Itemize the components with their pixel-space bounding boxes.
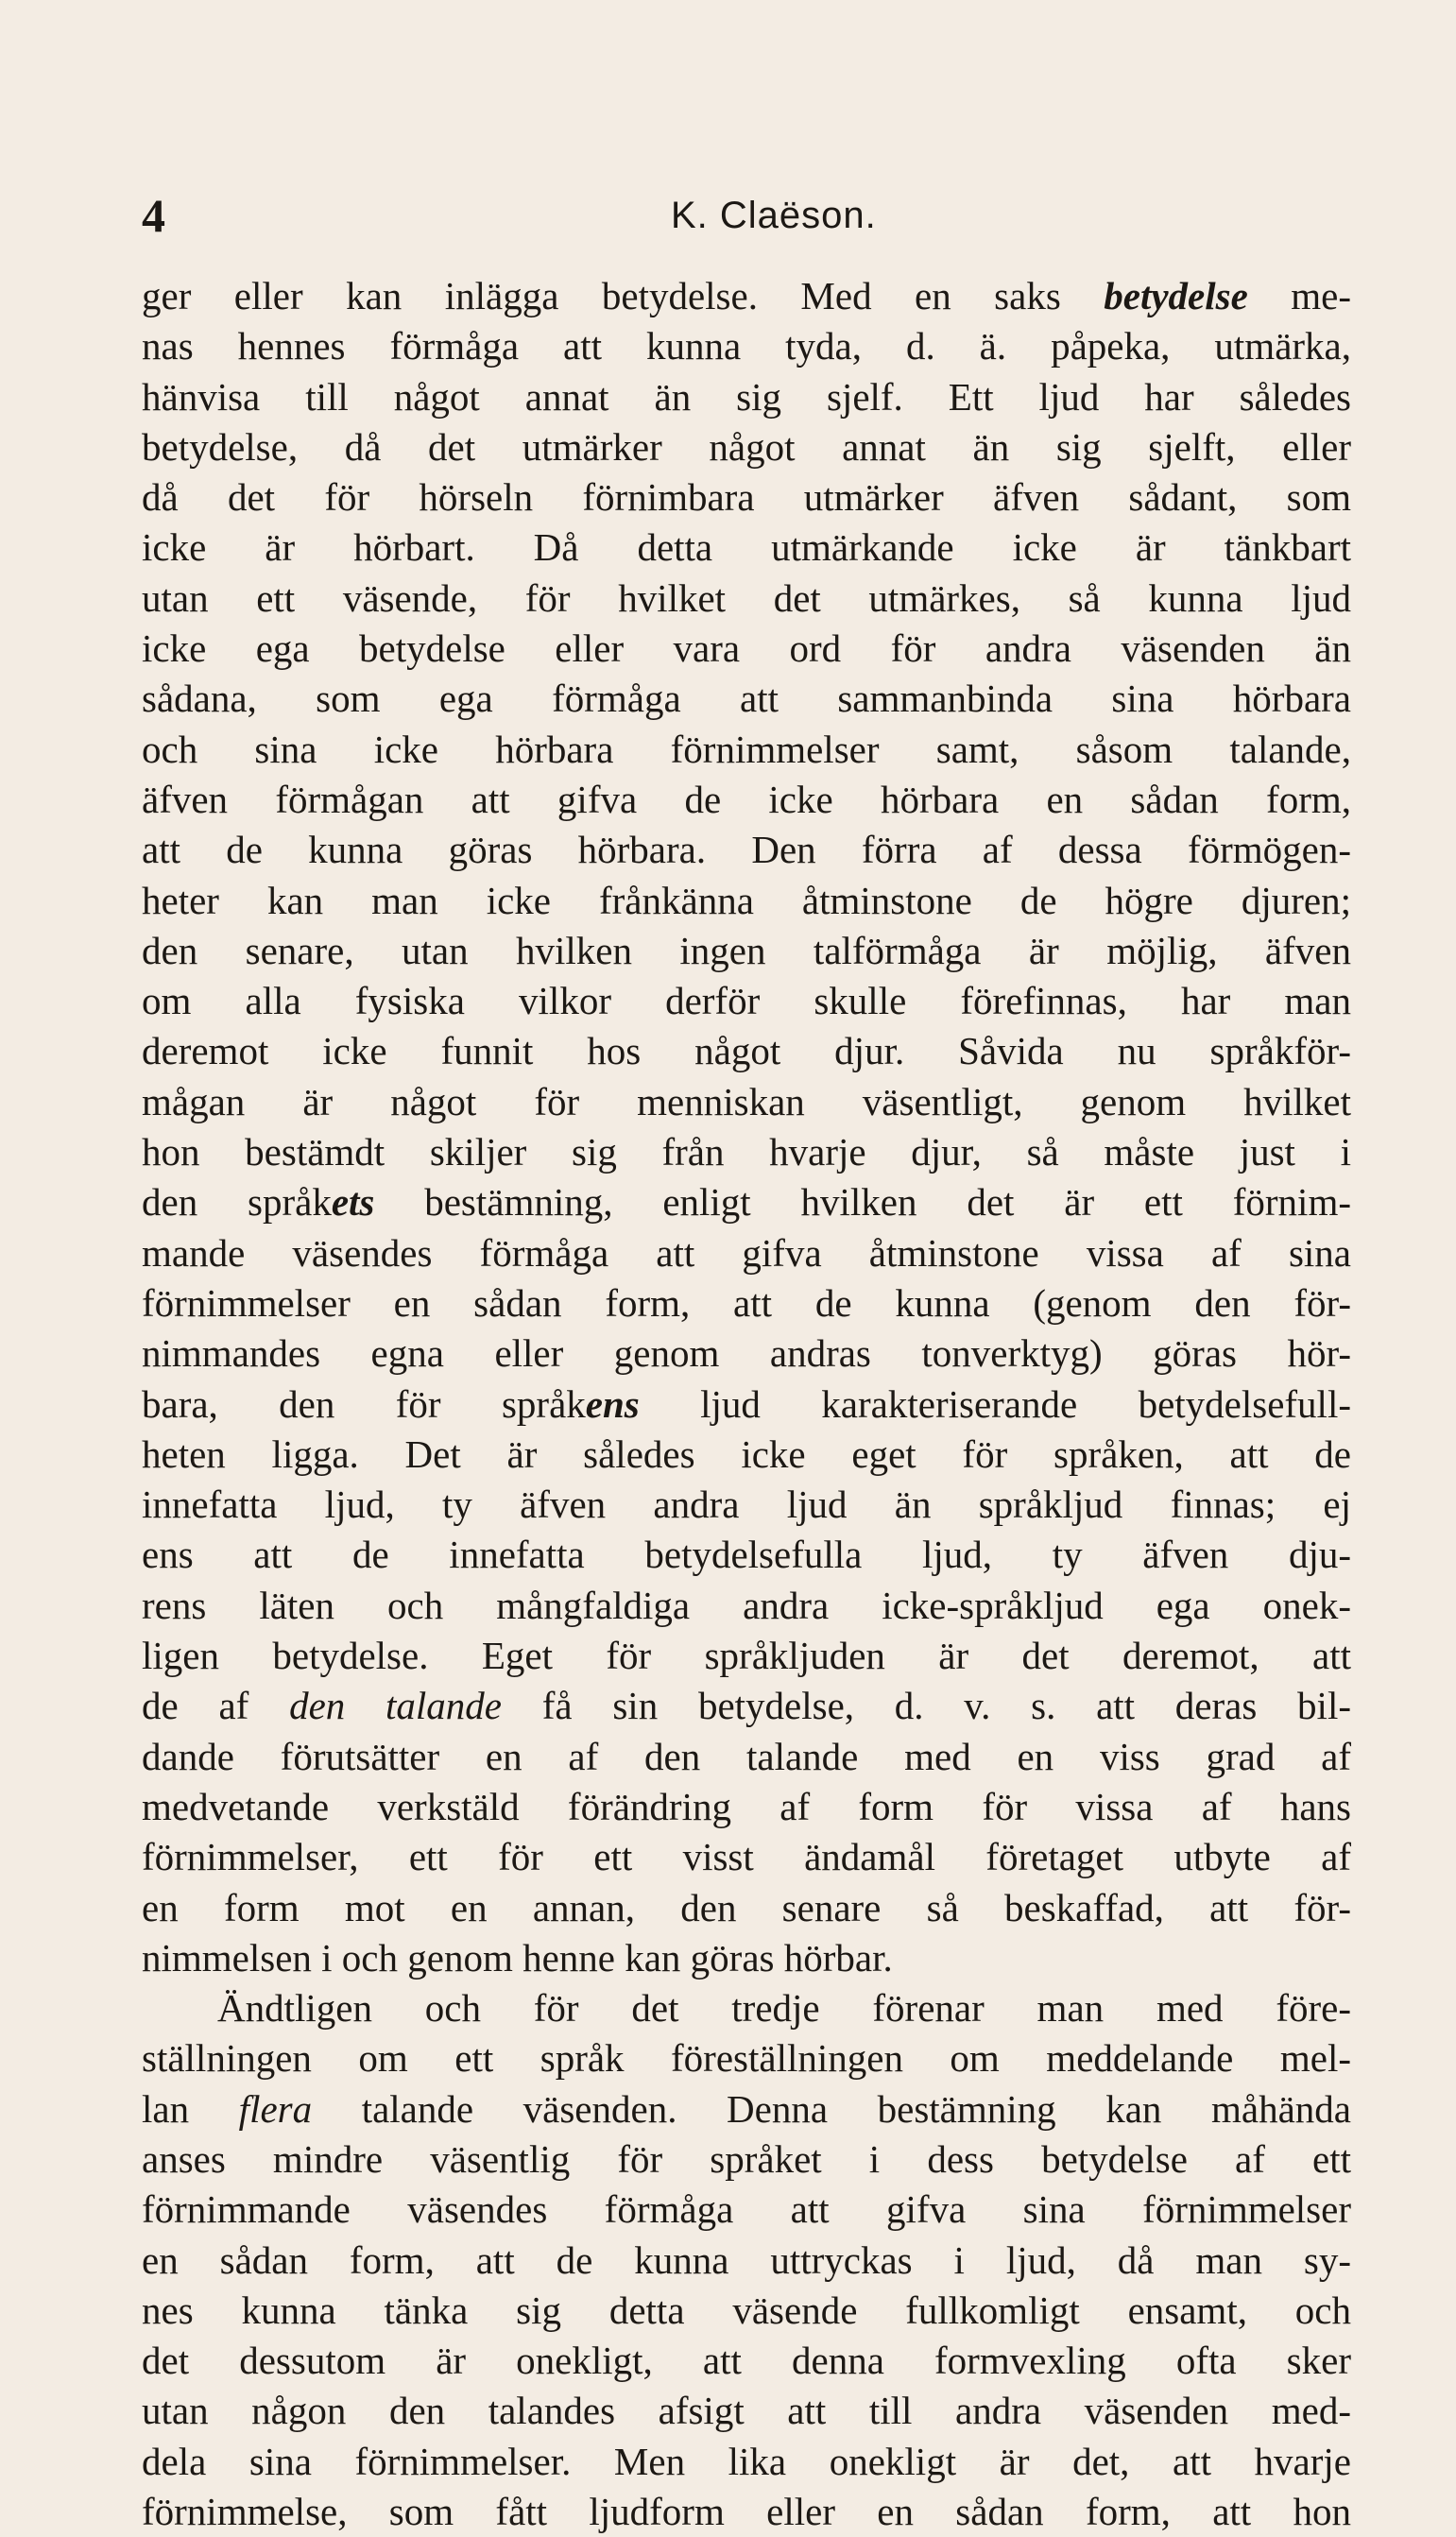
- text-run: mågan är något för menniskan väsentligt, genom hvilket: [142, 1079, 1351, 1123]
- text-line: [142, 1127, 1351, 1177]
- text-run: ger eller kan inlägga betydelse. Med en saks: [142, 274, 1105, 317]
- text-run: icke är hörbart. Då detta utmärkande icke är tänkbart: [142, 525, 1351, 570]
- text-run: ens att de innefatta betydelsefulla ljud, ty äfven dju-: [142, 1533, 1351, 1577]
- text-line: [142, 725, 1351, 775]
- text-line: [142, 2286, 1351, 2336]
- text-run: en sådan form, att de kunna uttryckas i ljud, då man sy-: [142, 2237, 1351, 2282]
- text-run: betydelse, då det utmärker något annat än sig sjelft, eller: [142, 424, 1351, 469]
- text-run: rens läten och mångfaldiga andra icke-språkljud ega onek-: [142, 1583, 1351, 1627]
- text-line: [142, 574, 1351, 624]
- text-run: om alla fysiska vilkor derför skulle förefinnas, har man: [142, 979, 1351, 1023]
- text-line: [142, 2033, 1351, 2083]
- text-run: nas hennes förmåga att kunna tyda, d. ä. påpeka, utmärka,: [142, 324, 1351, 369]
- text-line: [142, 1883, 1351, 1933]
- text-run: medvetande verkstäld förändring af form för vissa af hans: [142, 1784, 1351, 1828]
- text-line: [142, 523, 1351, 573]
- text-run: förnimmelser en sådan form, att de kunna (genom den för-: [142, 1280, 1351, 1325]
- text-line: [142, 2084, 1351, 2134]
- text-line: [142, 1380, 1351, 1430]
- text-line: [142, 1530, 1351, 1580]
- text-line: [142, 1430, 1351, 1480]
- text-run: Ändtligen och för det tredje förenar man med före-: [217, 1986, 1351, 2031]
- emphasized-term: betydelse: [1104, 274, 1248, 317]
- text-run: bara, den för språk: [142, 1381, 586, 1426]
- text-line: [142, 472, 1351, 523]
- text-run: den språk: [142, 1180, 332, 1225]
- text-run: det dessutom är onekligt, att denna formvexling ofta sker: [142, 2339, 1351, 2383]
- text-run: förnimmande väsendes förmåga att gifva sina förnimmelser: [142, 2187, 1351, 2232]
- text-run: deremot icke funnit hos något djur. Såvida nu språkför-: [142, 1029, 1351, 1073]
- text-run: få sin betydelse, d. v. s. att deras bil-: [502, 1684, 1351, 1728]
- text-run: sådana, som ega förmåga att sammanbinda sina hörbara: [142, 677, 1351, 721]
- text-run: förnimmelser, ett för ett visst ändamål företaget utbyte af: [142, 1835, 1351, 1879]
- text-line: [142, 2236, 1351, 2286]
- text-line: [142, 1480, 1351, 1530]
- emphasized-term: ens: [585, 1381, 640, 1426]
- text-line: [142, 825, 1351, 875]
- text-run: ljud karakteriserande betydelsefull-: [639, 1381, 1351, 1426]
- text-run: ställningen om ett språk föreställningen om meddelande mel-: [142, 2036, 1351, 2081]
- running-head: K. Claëson.: [671, 195, 877, 236]
- emphasized-term: den talande: [289, 1684, 502, 1728]
- text-run: ligen betydelse. Eget för språkljuden är det deremot, att: [142, 1634, 1351, 1678]
- text-line: [142, 2487, 1351, 2537]
- text-run: utan ett väsende, för hvilket det utmärkes, så kunna ljud: [142, 575, 1351, 620]
- text-run: lan: [142, 2086, 239, 2131]
- text-line: [142, 2134, 1351, 2185]
- text-line: [142, 1983, 1351, 2033]
- text-run: de af: [142, 1684, 290, 1728]
- text-run: heter kan man icke frånkänna åtminstone de högre djuren;: [142, 878, 1351, 922]
- text-line: [142, 1026, 1351, 1076]
- text-line: [142, 1077, 1351, 1127]
- text-line: [142, 2386, 1351, 2436]
- text-run: hon bestämdt skiljer sig från hvarje djur, så måste just i: [142, 1130, 1351, 1174]
- text-run: icke ega betydelse eller vara ord för andra väsenden än: [142, 626, 1351, 671]
- text-line: [142, 1782, 1351, 1832]
- page-number: 4: [142, 189, 165, 242]
- text-line: [142, 372, 1351, 422]
- text-run: hänvisa till något annat än sig sjelf. Ett ljud har således: [142, 374, 1351, 419]
- text-line: [142, 775, 1351, 825]
- text-line: [142, 1328, 1351, 1379]
- text-line: [142, 624, 1351, 674]
- emphasized-term: ets: [331, 1180, 375, 1225]
- text-line: [142, 926, 1351, 976]
- text-run: innefatta ljud, ty äfven andra ljud än språkljud finnas; ej: [142, 1483, 1351, 1527]
- text-line: [142, 1832, 1351, 1882]
- text-line: [142, 1581, 1351, 1631]
- text-run: en form mot en annan, den senare så beskaffad, att för-: [142, 1885, 1351, 1929]
- text-run: me-: [1247, 274, 1351, 317]
- text-run: talande väsenden. Denna bestämning kan måhända: [312, 2086, 1351, 2131]
- text-line: [142, 1631, 1351, 1681]
- text-run: den senare, utan hvilken ingen talförmåga är möjlig, äfven: [142, 928, 1351, 972]
- text-run: då det för hörseln förnimbara utmärker äfven sådant, som: [142, 475, 1351, 520]
- text-run: mande väsendes förmåga att gifva åtminstone vissa af sina: [142, 1230, 1351, 1275]
- text-line: [142, 976, 1351, 1026]
- text-run: att de kunna göras hörbara. Den förra af dessa förmögen-: [142, 828, 1351, 872]
- text-line: [142, 2185, 1351, 2235]
- text-line: [142, 876, 1351, 926]
- text-line: [142, 1681, 1351, 1731]
- text-line: [142, 1177, 1351, 1227]
- body-text: [142, 271, 1351, 2537]
- text-run: äfven förmågan att gifva de icke hörbara en sådan form,: [142, 777, 1351, 821]
- text-run: bestämning, enligt hvilken det är ett förnim-: [374, 1180, 1351, 1225]
- text-run: dande förutsätter en af den talande med en viss grad af: [142, 1734, 1351, 1778]
- emphasized-term: flera: [238, 2086, 313, 2131]
- text-line: [142, 674, 1351, 724]
- text-run: förnimmelse, som fått ljudform eller en sådan form, att hon: [142, 2490, 1351, 2534]
- text-line: [142, 2437, 1351, 2487]
- text-line: [142, 2336, 1351, 2386]
- text-run: nimmelsen i och genom henne kan göras hörbar.: [142, 1935, 893, 1980]
- text-run: anses mindre väsentlig för språket i dess betydelse af ett: [142, 2136, 1351, 2181]
- text-line: [142, 271, 1351, 321]
- text-run: heten ligga. Det är således icke eget för språken, att de: [142, 1431, 1351, 1476]
- text-line: [142, 422, 1351, 472]
- text-run: nes kunna tänka sig detta väsende fullkomligt ensamt, och: [142, 2288, 1351, 2332]
- text-line: [142, 321, 1351, 371]
- text-line: [142, 1278, 1351, 1328]
- text-line: [142, 1933, 1351, 1983]
- text-run: dela sina förnimmelser. Men lika onekligt är det, att hvarje: [142, 2439, 1351, 2483]
- text-line: [142, 1228, 1351, 1278]
- text-run: och sina icke hörbara förnimmelser samt, såsom talande,: [142, 727, 1351, 771]
- text-line: [142, 1732, 1351, 1782]
- page-header: [142, 187, 1351, 244]
- text-run: utan någon den talandes afsigt att till andra väsenden med-: [142, 2389, 1351, 2433]
- text-run: nimmandes egna eller genom andras tonverktyg) göras hör-: [142, 1331, 1351, 1376]
